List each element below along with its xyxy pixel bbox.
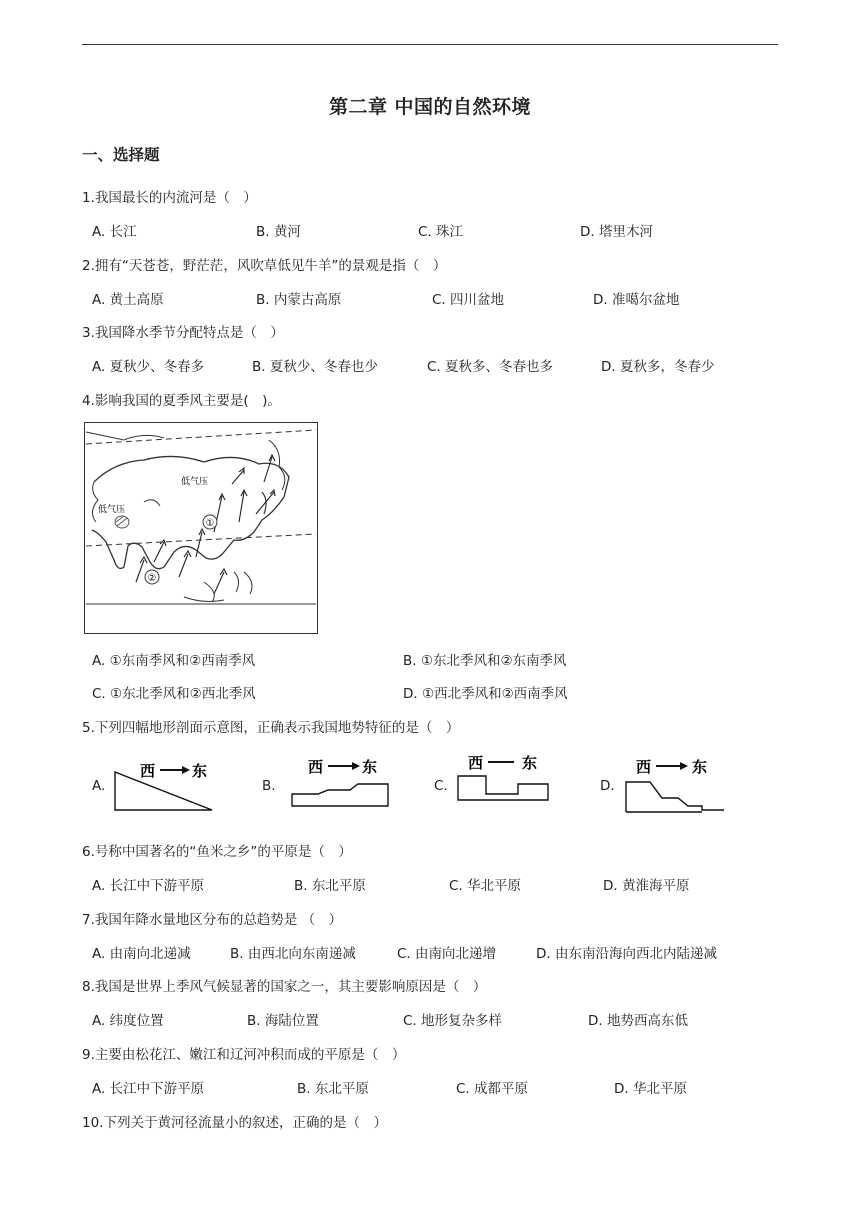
q7-option-c[interactable]: C. 由南向北递增: [397, 946, 497, 962]
svg-text:西: 西: [468, 754, 484, 772]
svg-text:东: 东: [692, 758, 708, 776]
profile-b: [288, 754, 394, 810]
q3-option-d[interactable]: D. 夏秋多，冬春少: [601, 359, 715, 375]
q1-option-b[interactable]: B. 黄河: [256, 224, 301, 240]
q7-option-a[interactable]: A. 由南向北递减: [92, 946, 191, 962]
question-6: 6.号称中国著名的“鱼米之乡”的平原是（ ）: [82, 844, 352, 860]
section-heading: 一、选择题: [82, 146, 160, 164]
q8-option-d[interactable]: D. 地势西高东低: [588, 1013, 688, 1029]
svg-text:西: 西: [308, 758, 324, 776]
q8-option-a[interactable]: A. 纬度位置: [92, 1013, 164, 1029]
q5-option-c[interactable]: C.: [434, 778, 448, 794]
q6-option-a[interactable]: A. 长江中下游平原: [92, 878, 205, 894]
q6-option-c[interactable]: C. 华北平原: [449, 878, 522, 894]
q3-option-c[interactable]: C. 夏秋多、冬春也多: [427, 359, 554, 375]
profile-d: [622, 754, 728, 816]
profile-c: [452, 748, 558, 804]
q2-option-c[interactable]: C. 四川盆地: [432, 292, 505, 308]
question-1: 1.我国最长的内流河是（ ）: [82, 190, 257, 206]
marker-2-label: ②: [147, 573, 157, 584]
marker-1-label: ①: [205, 518, 215, 529]
q6-option-d[interactable]: D. 黄淮海平原: [603, 878, 690, 894]
q3-option-b[interactable]: B. 夏秋少、冬春也少: [252, 359, 378, 375]
q2-option-b[interactable]: B. 内蒙古高原: [256, 292, 342, 308]
q7-option-d[interactable]: D. 由东南沿海向西北内陆递减: [536, 946, 717, 962]
q5-option-b[interactable]: B.: [262, 778, 276, 794]
question-5: 5.下列四幅地形剖面示意图，正确表示我国地势特征的是（ ）: [82, 720, 460, 736]
q8-option-b[interactable]: B. 海陆位置: [247, 1013, 319, 1029]
header-rule: [82, 44, 778, 45]
q1-option-c[interactable]: C. 珠江: [418, 224, 464, 240]
monsoon-map-figure: [84, 422, 318, 634]
svg-text:西: 西: [636, 758, 652, 776]
q4-option-a[interactable]: A. ①东南季风和②西南季风: [92, 653, 256, 669]
low-pressure-label-2: 低气压: [98, 505, 126, 515]
q4-option-d[interactable]: D. ①西北季风和②西南季风: [403, 686, 568, 702]
q9-option-c[interactable]: C. 成都平原: [456, 1081, 529, 1097]
question-3: 3.我国降水季节分配特点是（ ）: [82, 325, 284, 341]
q5-option-d[interactable]: D.: [600, 778, 615, 794]
low-pressure-label-1: 低气压: [181, 477, 209, 487]
svg-text:东: 东: [362, 758, 378, 776]
question-8: 8.我国是世界上季风气候显著的国家之一，其主要影响原因是（ ）: [82, 979, 487, 995]
q2-option-d[interactable]: D. 准噶尔盆地: [593, 292, 680, 308]
q6-option-b[interactable]: B. 东北平原: [294, 878, 366, 894]
question-7: 7.我国年降水量地区分布的总趋势是 （ ）: [82, 912, 343, 928]
profile-a: [112, 758, 218, 814]
q9-option-d[interactable]: D. 华北平原: [614, 1081, 687, 1097]
q8-option-c[interactable]: C. 地形复杂多样: [403, 1013, 503, 1029]
q4-option-b[interactable]: B. ①东北季风和②东南季风: [403, 653, 567, 669]
q9-option-b[interactable]: B. 东北平原: [297, 1081, 369, 1097]
q4-option-c[interactable]: C. ①东北季风和②西北季风: [92, 686, 256, 702]
monsoon-map: [84, 422, 318, 634]
q7-option-b[interactable]: B. 由西北向东南递减: [230, 946, 356, 962]
question-2: 2.拥有“天苍苍，野茫茫，风吹草低见牛羊”的景观是指（ ）: [82, 258, 447, 274]
question-10: 10.下列关于黄河径流量小的叙述，正确的是（ ）: [82, 1115, 387, 1131]
q9-option-a[interactable]: A. 长江中下游平原: [92, 1081, 205, 1097]
svg-text:东: 东: [192, 762, 208, 780]
q1-option-a[interactable]: A. 长江: [92, 224, 137, 240]
q5-option-a[interactable]: A.: [92, 778, 106, 794]
page-title: 第二章 中国的自然环境: [328, 96, 532, 118]
question-9: 9.主要由松花江、嫩江和辽河冲积而成的平原是（ ）: [82, 1047, 406, 1063]
q3-option-a[interactable]: A. 夏秋少、冬春多: [92, 359, 205, 375]
svg-text:西: 西: [140, 762, 156, 780]
question-4: 4.影响我国的夏季风主要是( )。: [82, 393, 281, 409]
q1-option-d[interactable]: D. 塔里木河: [580, 224, 653, 240]
q2-option-a[interactable]: A. 黄土高原: [92, 292, 164, 308]
svg-text:东: 东: [522, 754, 538, 772]
